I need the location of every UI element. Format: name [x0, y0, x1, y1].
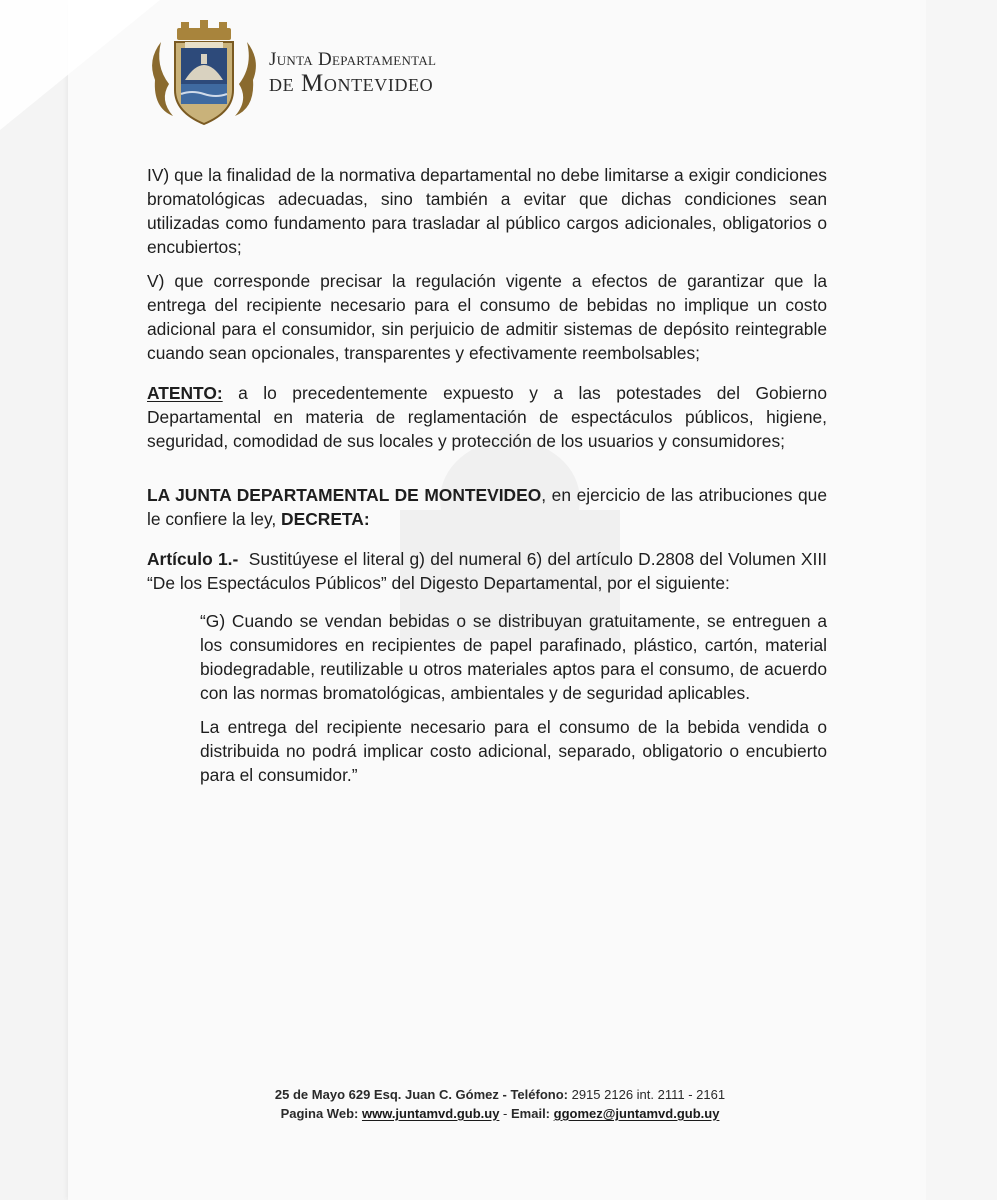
org-name-line2: de Montevideo — [269, 70, 434, 97]
footer — [0, 1085, 997, 1123]
atento-label: ATENTO: — [147, 383, 223, 403]
paragraph-atento — [147, 381, 827, 453]
folded-corner — [0, 0, 160, 130]
articulo-label: Artículo 1.- — [147, 549, 239, 569]
background-right — [926, 0, 997, 1200]
footer-contact-line — [0, 1104, 997, 1123]
coat-of-arms-icon — [145, 20, 263, 130]
paragraph-junta — [147, 483, 827, 531]
footer-email-label: Email: — [511, 1106, 551, 1121]
footer-separator: - — [499, 1106, 511, 1121]
quote-paragraph-2: La entrega del recipiente necesario para el consumo de la bebida vendida o distribuida no podrá implicar costo adicional, separado, obligatorio o encubierto para el consumidor.” — [200, 717, 827, 785]
footer-address-line — [0, 1085, 997, 1104]
decree-body — [147, 163, 832, 787]
atento-text: a lo precedentemente expuesto y a las potestades del Gobierno Departamental en materia de reglamentación de espectáculos públicos, higiene, seguridad, comodidad de sus locales y protección de los usuarios y consumidores; — [147, 383, 827, 451]
org-name-line1: Junta Departamental — [269, 49, 437, 70]
footer-web-label: Pagina Web: — [280, 1106, 359, 1121]
decreta-label: DECRETA: — [281, 509, 370, 529]
junta-text: , en ejercicio de las atribuciones que le confiere la ley, — [147, 485, 827, 529]
footer-address: 25 de Mayo 629 Esq. Juan C. Gómez - Teléfono: — [274, 1087, 568, 1102]
junta-label: LA JUNTA DEPARTAMENTAL DE MONTEVIDEO — [147, 485, 542, 505]
articulo-text: Sustitúyese el literal g) del numeral 6) del artículo D.2808 del Volumen XIII “De los Espectáculos Públicos” del Digesto Departamental, por el siguiente: — [147, 549, 832, 593]
background-left — [0, 0, 68, 1200]
paragraph-iv: IV) que la finalidad de la normativa departamental no debe limitarse a exigir condiciones bromatológicas adecuadas, sino también a evitar que dichas condiciones sean utilizadas como fundamento para trasladar al público cargos adicionales, obligatorios o encubiertos; — [147, 165, 827, 257]
quote-paragraph-1: “G) Cuando se vendan bebidas o se distribuyan gratuitamente, se entreguen a los consumidores en recipientes de papel parafinado, plástico, cartón, material biodegradable, reutilizable u otros materiales aptos para el consumo, de acuerdo con las normas bromatológicas, ambientales y de seguridad aplicables. — [200, 611, 827, 703]
footer-email-link[interactable]: ggomez@juntamvd.gub.uy — [553, 1106, 720, 1121]
paragraph-v: V) que corresponde precisar la regulación vigente a efectos de garantizar que la entrega del recipiente necesario para el consumo de bebidas no implique un costo adicional para el consumidor, sin perjuicio de admitir sistemas de depósito reintegrable cuando sean opcionales, transparentes y efectivamente reembolsables; — [147, 271, 827, 363]
paragraph-articulo-1 — [147, 547, 832, 595]
letterhead — [145, 20, 545, 130]
footer-phone: 2915 2126 int. 2111 - 2161 — [567, 1087, 726, 1102]
org-name — [269, 50, 436, 96]
footer-web-link[interactable]: www.juntamvd.gub.uy — [361, 1106, 500, 1121]
